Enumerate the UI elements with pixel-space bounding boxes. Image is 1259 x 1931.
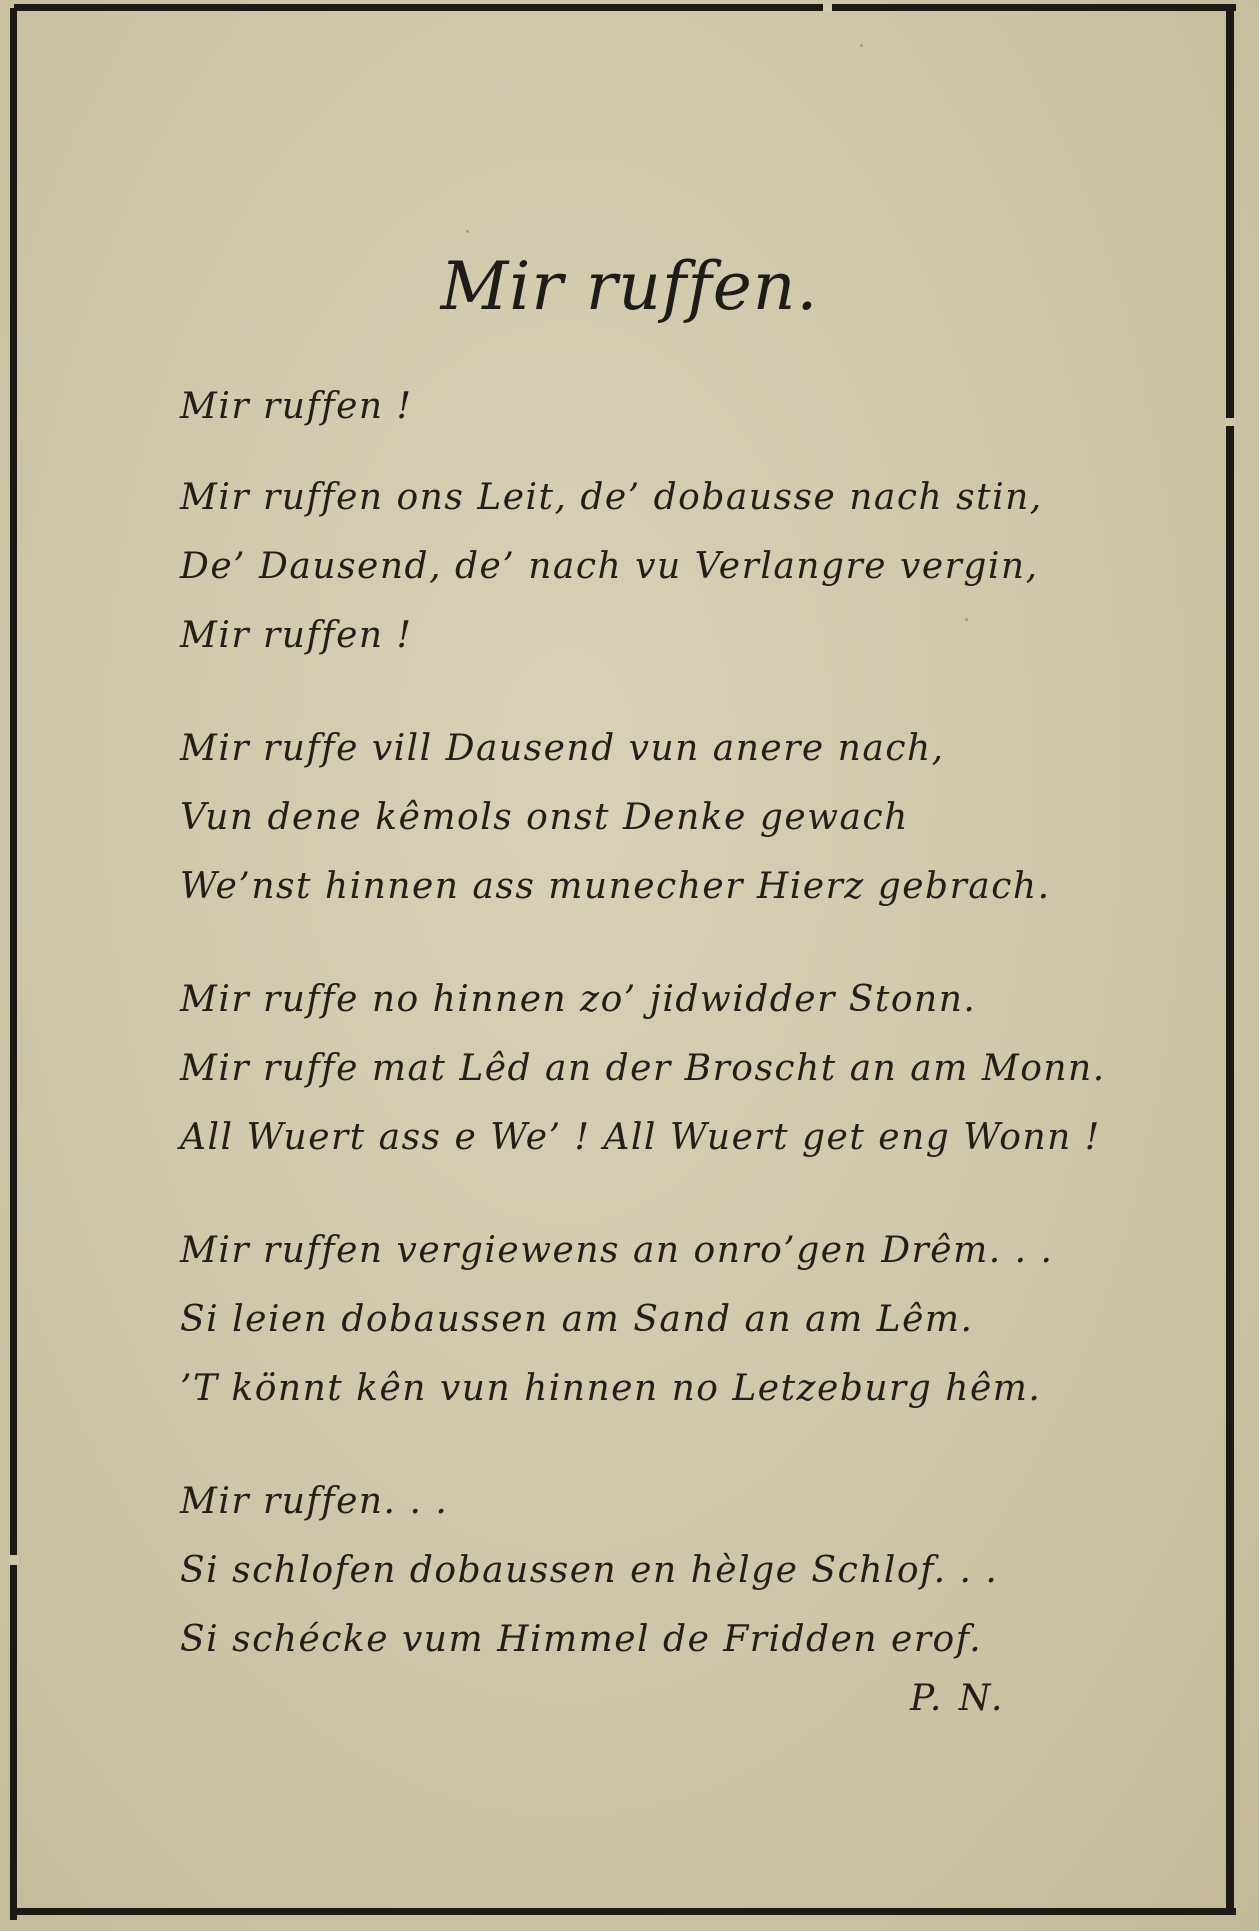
- poem-line: Mir ruffe no hinnen zo’ jidwidder Stonn.: [180, 979, 977, 1020]
- poem-body: [180, 372, 1120, 1718]
- stanza: [180, 1467, 1120, 1674]
- poem-title: Mir ruffen.: [440, 248, 819, 325]
- stanza: [180, 372, 1120, 441]
- stanza: [180, 714, 1120, 921]
- stanza: [180, 1216, 1120, 1423]
- poem-line: Mir ruffen ons Leit, de’ dobausse nach stin,: [180, 477, 1043, 518]
- poem-line: ’T könnt kên vun hinnen no Letzeburg hêm.: [180, 1368, 1042, 1409]
- poem-line: Mir ruffe mat Lêd an der Broscht an am Monn.: [180, 1048, 1106, 1089]
- stanza: [180, 463, 1120, 670]
- frame-bottom-border: [10, 1908, 1236, 1915]
- poem-line: Mir ruffen vergiewens an onro’gen Drêm. . .: [180, 1230, 1054, 1271]
- poem-line: Si schécke vum Himmel de Fridden erof.: [180, 1619, 983, 1660]
- poem-line: Mir ruffen !: [180, 386, 413, 427]
- frame-left-break: [9, 1555, 18, 1565]
- poem-line: Vun dene kêmols onst Denke gewach: [180, 797, 909, 838]
- frame-top-border: [14, 4, 1236, 11]
- frame-right-break: [1225, 418, 1235, 426]
- poem-line: Mir ruffe vill Dausend vun anere nach,: [180, 728, 945, 769]
- poem-line: We’nst hinnen ass munecher Hierz gebrach.: [180, 866, 1051, 907]
- paper-speck: [860, 44, 863, 47]
- stanza: [180, 965, 1120, 1172]
- poem-line: De’ Dausend, de’ nach vu Verlangre vergin,: [180, 546, 1039, 587]
- poem-line: Mir ruffen. . .: [180, 1481, 449, 1522]
- poem-line: Si leien dobaussen am Sand an am Lêm.: [180, 1299, 974, 1340]
- frame-top-break: [823, 3, 832, 12]
- poem-line: All Wuert ass e We’ ! All Wuert get eng Wonn !: [180, 1117, 1101, 1158]
- paper-speck: [466, 230, 469, 233]
- signature: P. N.: [910, 1678, 1006, 1719]
- poem-line: Mir ruffen !: [180, 615, 413, 656]
- poem-line: Si schlofen dobaussen en hèlge Schlof. . .: [180, 1550, 999, 1591]
